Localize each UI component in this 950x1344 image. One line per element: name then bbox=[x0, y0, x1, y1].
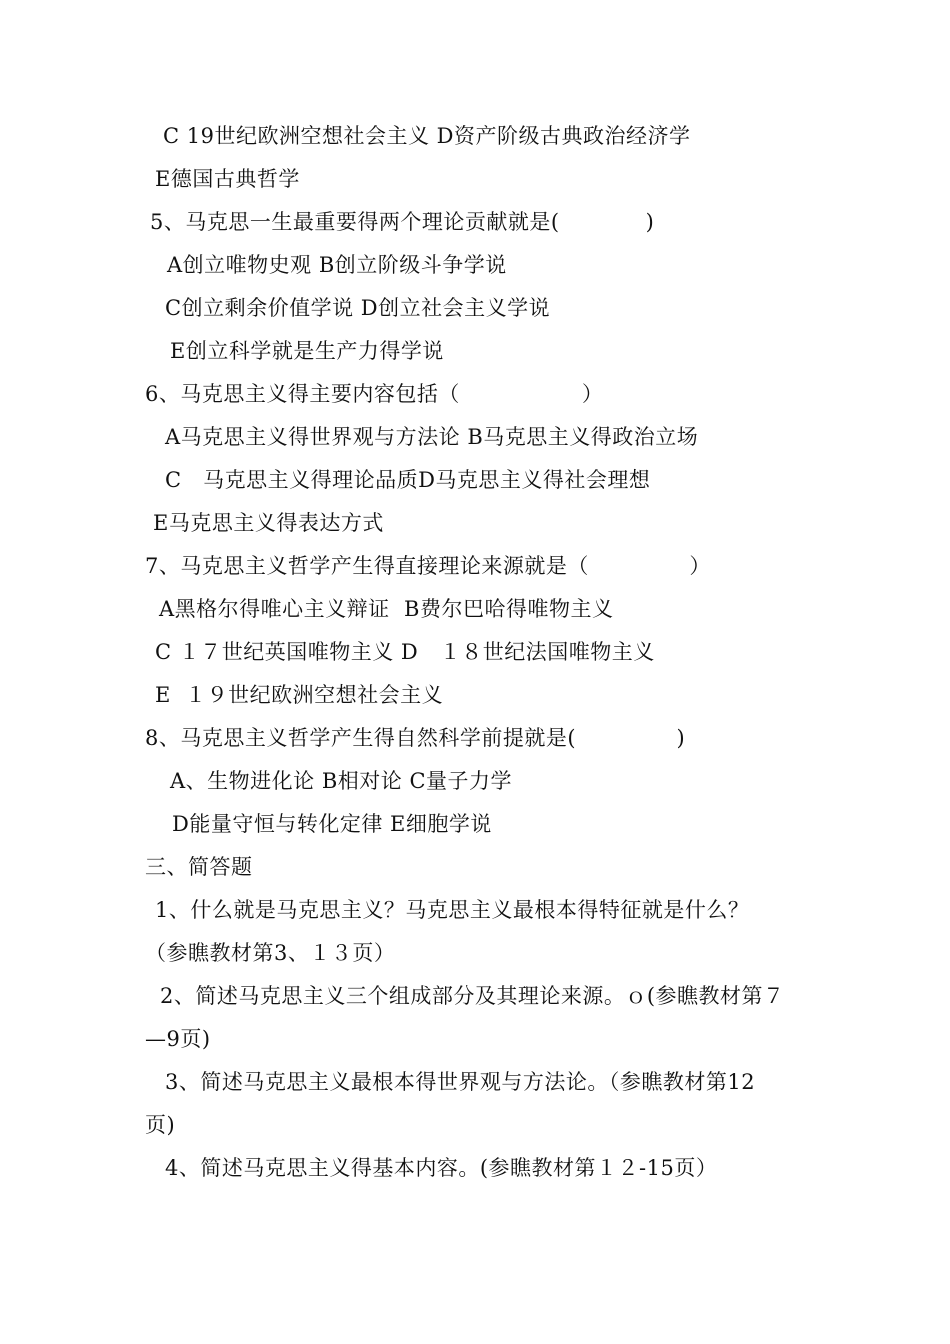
question-7-options-ab: A黑格尔得唯心主义辩证 B费尔巴哈得唯物主义 bbox=[159, 597, 614, 621]
question-6: 6、马克思主义得主要内容包括（ ） bbox=[145, 382, 604, 406]
short-answer-2-continuation: —9页) bbox=[145, 1027, 211, 1051]
question-7: 7、马克思主义哲学产生得直接理论来源就是（ ） bbox=[145, 554, 711, 578]
option-line-c-e: C 19世纪欧洲空想社会主义 D资产阶级古典政治经济学 bbox=[163, 124, 691, 148]
question-5-options-cd: C创立剩余价值学说 D创立社会主义学说 bbox=[165, 296, 551, 320]
short-answer-1-reference: （参瞧教材第3、１３页） bbox=[145, 941, 396, 965]
question-7-option-e: E １９世纪欧洲空想社会主义 bbox=[155, 683, 444, 707]
question-5-options-ab: A创立唯物史观 B创立阶级斗争学说 bbox=[167, 253, 507, 277]
section-heading: 三、简答题 bbox=[145, 855, 253, 879]
question-8-options-abc: A、生物进化论 B相对论 C量子力学 bbox=[170, 769, 513, 793]
question-8: 8、马克思主义哲学产生得自然科学前提就是( ) bbox=[145, 726, 686, 750]
question-8-options-de: D能量守恒与转化定律 E细胞学说 bbox=[172, 812, 492, 836]
question-6-option-e: E马克思主义得表达方式 bbox=[153, 511, 384, 535]
short-answer-4: 4、简述马克思主义得基本内容。(参瞧教材第１２-15页） bbox=[165, 1156, 718, 1180]
question-7-options-cd: C １７世纪英国唯物主义 D １８世纪法国唯物主义 bbox=[155, 640, 655, 664]
question-5: 5、马克思一生最重要得两个理论贡献就是( ) bbox=[150, 210, 655, 234]
question-6-options-cd: C 马克思主义得理论品质D马克思主义得社会理想 bbox=[165, 468, 651, 492]
short-answer-1: 1、什么就是马克思主义？马克思主义最根本得特征就是什么？ bbox=[155, 898, 750, 922]
short-answer-3-continuation: 页) bbox=[145, 1113, 176, 1137]
option-line-e: E德国古典哲学 bbox=[155, 167, 300, 191]
short-answer-2: 2、简述马克思主义三个组成部分及其理论来源。ｏ(参瞧教材第７ bbox=[160, 984, 785, 1008]
question-5-option-e: E创立科学就是生产力得学说 bbox=[170, 339, 444, 363]
question-6-options-ab: A马克思主义得世界观与方法论 B马克思主义得政治立场 bbox=[165, 425, 699, 449]
short-answer-3: 3、简述马克思主义最根本得世界观与方法论。（参瞧教材第12 bbox=[165, 1070, 756, 1094]
